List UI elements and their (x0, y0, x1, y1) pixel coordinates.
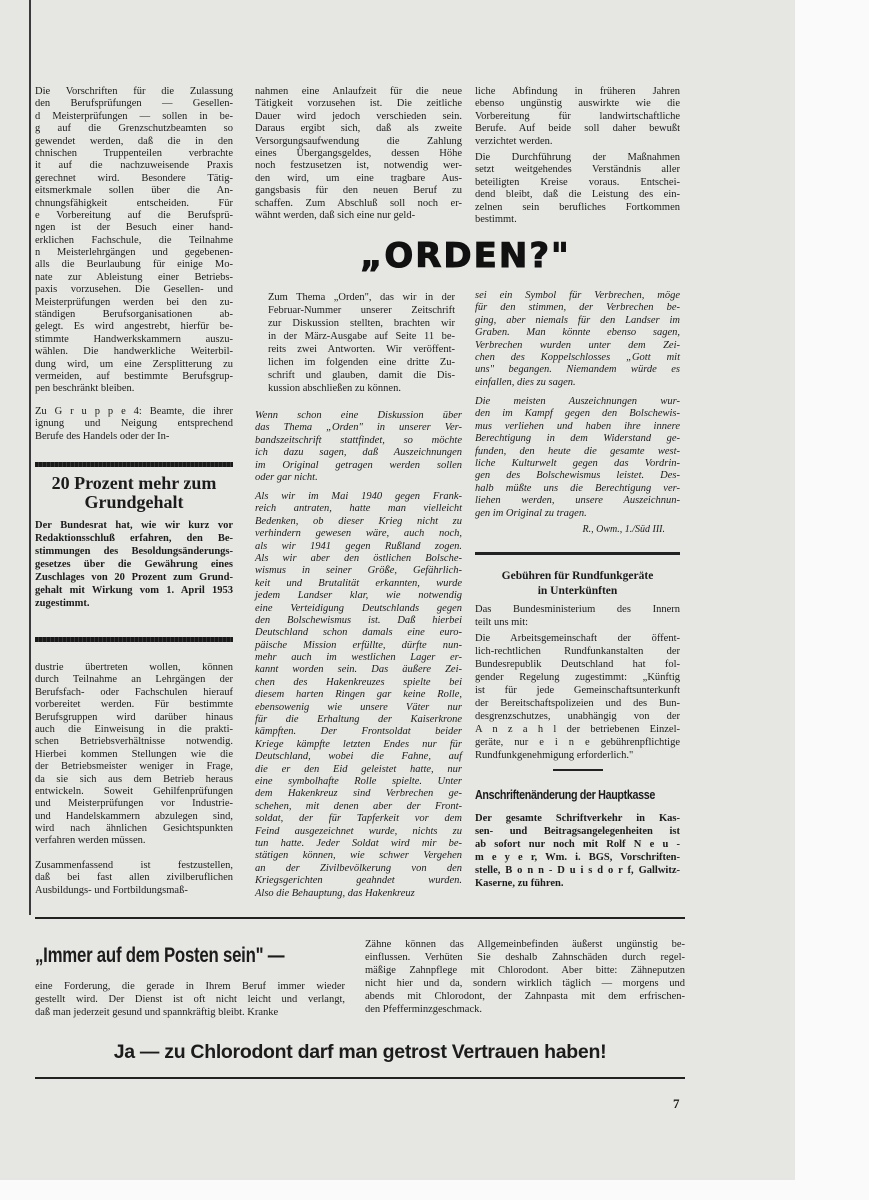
text-line: noch festzusetzen ist, notwendig wer- (255, 160, 462, 172)
text-line: den im Kampf gegen den Bolschewis- (475, 408, 680, 420)
text-line: Deutschland, wobei die Fahne, auf (255, 751, 462, 763)
text-line: nicht hier und da, sondern wirklich täglich — morgens und (365, 978, 685, 989)
text-line: ignung und Neigung entsprechend (35, 418, 233, 430)
text-line: e Vorbereitung auf die Berufsprü- (35, 209, 233, 221)
text-line: d Meisterprüfungen — sollen in be- (35, 110, 233, 122)
text-line: ngen ist der Besuch einer hand- (35, 222, 233, 234)
text-line: Graben. Man könnte ebenso sagen, (475, 327, 680, 339)
text-line: Berechtigung in dem Widerstand ge- (475, 433, 680, 445)
text-line: abends mit Chlorodont, der Zahnpasta mit dem erfrischen- (365, 991, 685, 1002)
text-line: soldat, der für Tapferkeit vor dem (255, 813, 462, 825)
text-line: Zum Thema „Orden", das wir in der (268, 292, 455, 303)
text-line: und Handelskammern abzulegen sind, (35, 810, 233, 822)
text-line: mehr auch im westlichen Lager er- (255, 652, 462, 664)
text-line: sen- und Beitragsangelegenheiten ist (475, 826, 680, 837)
orden-paragraph-2 (255, 491, 462, 900)
text-line: Berufe des Handels oder der In- (35, 430, 170, 442)
text-line: an der Zivilbevölkerung von den (255, 862, 462, 874)
text-line: chen des Koppelschlosses „Gott mit (475, 351, 680, 363)
text-line: gelegt. Es wird angestrebt, hierfür be- (35, 321, 233, 333)
text-line: ab sofort nur noch mit Rolf N e u - (475, 839, 680, 850)
text-line: gestellt wird. Der Dienst ist oft nicht leicht und verlangt, (35, 994, 345, 1005)
text-line: Bedenken, ob dieser Krieg nicht zu (255, 515, 462, 527)
section-divider (553, 769, 603, 771)
text-line: desgrenzschutzes, unabhängig von der (475, 711, 680, 722)
col2-paragraph-top (255, 86, 462, 222)
text-line: einfallen, dies zu sagen. (475, 376, 576, 388)
text-line: ebensowenig wie unsere Väter nur (255, 701, 462, 713)
ad-text-left (35, 980, 345, 1019)
notice-body (35, 519, 233, 610)
text-line: für die Erhaltung der Kaiserkrone (255, 714, 462, 726)
text-line: Rundfunkgenehmigung erforderlich." (475, 750, 634, 761)
text-line: kussion abschließen zu können. (268, 383, 401, 394)
col3-paragraph-abfindung (475, 86, 680, 148)
ad-top-rule (35, 917, 685, 919)
text-line: Verbrechen wurden unter dem Zei- (475, 339, 680, 351)
orden-paragraph-3 (475, 290, 680, 389)
text-line: Als wir im Mai 1940 gegen Frank- (255, 491, 462, 502)
text-line: diesem harten Ringen gar keine Rolle, (255, 689, 462, 701)
text-line: Meisterprüfungen werden bei den zu- (35, 296, 233, 308)
text-line: liehen werden, unsere Auszeichnun- (475, 495, 680, 507)
text-line: lichen im folgenden eine dritte Zu- (268, 357, 455, 368)
text-line: und Meisterprüfungen vor Industrie- (35, 798, 233, 810)
text-line: Also die Behauptung, das Hakenkreuz (255, 887, 415, 899)
ad-text-right (365, 938, 685, 1016)
orden-signature: R., Owm., 1./Süd III. (582, 524, 665, 535)
text-line: chen des Hakenkreuzes spielte bei (255, 676, 462, 688)
text-line: Bundesrepublik Deutschland hat fol- (475, 659, 680, 670)
text-line: Dauer wird jedoch verschieden sein. (255, 110, 462, 122)
text-line: schehen, mit denen aber der Front- (255, 800, 462, 812)
text-line: nate zur Ableistung einer Betriebs- (35, 271, 233, 283)
text-line: Das Bundesministerium des Innern (475, 604, 680, 615)
text-line: ging, aber niemals für den Landser im (475, 314, 680, 326)
text-line: Die meisten Auszeichnungen wur- (475, 396, 680, 407)
ad-heading: „Immer auf dem Posten sein" — (35, 944, 285, 967)
text-line: Der Bundesrat hat, wie wir kurz vor (35, 520, 233, 531)
text-line: Die Arbeitsgemeinschaft der öffent- (475, 633, 680, 644)
col3-paragraph-durchfuehrung (475, 152, 680, 226)
text-line: dem Hakenkreuz sind Verbrechen ge- (255, 788, 462, 800)
text-line: zur Diskussion stellten, brachten wir (268, 318, 455, 329)
text-line: Berufsgruppen wird darüber hinaus (35, 711, 233, 723)
text-line: pen beschränkt bleiben. (35, 383, 135, 395)
radio-heading (475, 569, 680, 599)
text-line: Zusammenfassend ist festzustellen, (35, 860, 233, 871)
text-line: wismus in seiner Größe, Gefährlich- (255, 565, 462, 577)
text-line: teilt uns mit: (475, 617, 529, 628)
text-line: mus verliehen und haben ihre innere (475, 420, 680, 432)
text-line: Redaktionsschluß erfahren, den Be- (35, 533, 233, 544)
text-line: chnischen Truppenteilen verbrachte (35, 147, 233, 159)
text-line: Wenn schon eine Diskussion über (255, 410, 462, 421)
text-line: paxis vorzusehen. Die Gesellen- und (35, 284, 233, 296)
text-line: päische Mission erfüllte, dürfte nun- (255, 639, 462, 651)
notice-top-rule (35, 462, 233, 467)
text-line: ebenso ungünstig auswirkte wie die (475, 98, 680, 110)
text-line: Berufsfach- oder Fachschulen hierauf (35, 686, 233, 698)
radio-paragraph-1 (475, 603, 680, 629)
text-line: im Original getragen werden sollen (255, 459, 462, 471)
text-line: reich antraten, hatte man vielleicht (255, 503, 462, 515)
orden-paragraph-4 (475, 396, 680, 520)
orden-paragraph-1 (255, 410, 462, 484)
text-line: gen im Original zu tragen. (475, 507, 587, 519)
text-line: tun hatte. Jeder Soldat wird mir be- (255, 837, 462, 849)
text-line: entwickeln. Soweit Gehilfenprüfungen (35, 785, 233, 797)
text-line: geräte, nur e i n e gebührenpflichtige (475, 737, 680, 748)
text-line: setzt weitgehendes Verständnis aller (475, 164, 680, 176)
text-line: nahmen eine Anlaufzeit für die neue (255, 86, 462, 97)
text-line: durch Teilnahme an Lehrgängen der (35, 674, 233, 686)
text-line: Die Vorschriften für die Zulassung (35, 86, 233, 97)
text-line: stimmte Handwerkskammern auszu- (35, 333, 233, 345)
text-line: kannt worden sein. Das äußere Zei- (255, 664, 462, 676)
text-line: g auf die Grenzschutzbeamten so (35, 123, 233, 135)
radio-top-rule (475, 552, 680, 555)
text-line: verhindern gewesen wäre, auch noch, (255, 528, 462, 540)
text-line: eitsmerkmale sollen über die An- (35, 185, 233, 197)
text-line: daß bei fast allen zivilberuflichen (35, 872, 233, 884)
notice-heading-line: 20 Prozent mehr zum (51, 473, 217, 493)
text-line: Versorgungsaufwendung die Zahlung (255, 135, 462, 147)
text-line: n Meisterlehrgängen und gegebenen- (35, 247, 233, 259)
text-line: oder gar nicht. (255, 471, 318, 483)
text-line: gerechnet wird. Besondere Tätig- (35, 172, 233, 184)
text-line: alls die Beurlaubung für einige Mo- (35, 259, 233, 271)
text-line: m e y e r, Wm. i. BGS, Vorschriften- (475, 852, 680, 863)
text-line: eine symbolhafte Rolle spielte. Unter (255, 775, 462, 787)
notice-heading (35, 474, 233, 512)
text-line: auch die Einweisung in die prakti- (35, 723, 233, 735)
text-line: Zu G r u p p e 4: Beamte, die ihrer (35, 406, 233, 417)
text-line: Kaserne, zu führen. (475, 878, 564, 889)
text-line: ist für jede Gemeinschaftsunterkunft (475, 685, 680, 696)
text-line: keit und Brutalität erkannten, wurde (255, 577, 462, 589)
text-line: ständigen Berufsorganisationen ab- (35, 309, 233, 321)
radio-heading-line: in Unterkünften (537, 585, 618, 597)
text-line: Berufe. Auf beide soll daher bewußt (475, 123, 680, 135)
text-line: wird nach ähnlichen Gesichtspunkten (35, 823, 233, 835)
text-line: Kriege kämpfte letzten Endes nur für (255, 738, 462, 750)
notice-heading-line: Grundgehalt (84, 492, 184, 512)
text-line: Zähne können das Allgemeinbefinden äußerst ungünstig be- (365, 939, 685, 950)
notice-bottom-rule (35, 637, 233, 642)
text-line: der Betriebsmeister weniger in Frage, (35, 761, 233, 773)
text-line: Die Durchführung der Maßnahmen (475, 152, 680, 163)
text-line: Kriegsgerichten geahndet wurden. (255, 875, 462, 887)
text-line: vorbereitet werden. Für bestimmte (35, 699, 233, 711)
text-line: vermeiden, auf bestimmte Berufsgrup- (35, 370, 233, 382)
text-line: den Bolschewismus ist. Daß hierbei (255, 614, 462, 626)
text-line: gender Regelung zugestimmt: „Künftig (475, 672, 680, 683)
orden-intro (268, 291, 455, 395)
col1-paragraph-gruppe4 (35, 406, 233, 443)
text-line: uns" begangen. Niemandem würde es (475, 364, 680, 376)
text-line: eine Verteidigung Deutschlands gegen (255, 602, 462, 614)
text-line: stelle, B o n n - D u i s d o r f, Gallwitz- (475, 865, 680, 876)
text-line: Ausbildungs- und Fortbildungsmaß- (35, 884, 188, 896)
text-line: den wird, um eine tragbare Aus- (255, 172, 462, 184)
text-line: lich-rechtlichen Rundfunkanstalten der (475, 646, 680, 657)
text-line: reits zwei Antworten. Wir veröffent- (268, 344, 455, 355)
text-line: liche Abfindung in früheren Jahren (475, 86, 680, 97)
page-number: 7 (673, 1096, 680, 1111)
radio-paragraph-2 (475, 632, 680, 762)
page-edge-line (29, 0, 31, 915)
text-line: Hierbei kommen Stellungen wie die (35, 748, 233, 760)
ad-slogan: Ja — zu Chlorodont darf man getrost Vertrauen haben! (113, 1041, 607, 1063)
text-line: die er den Eid geleistet hatte, nur (255, 763, 462, 775)
col1-paragraph-zusammenfassend (35, 860, 233, 897)
text-line: da sie sich aus dem Betrieb heraus (35, 773, 233, 785)
text-line: das Thema „Orden" in unserer Ver- (255, 422, 462, 434)
text-line: wähnt werden, daß sich eine nur geld- (255, 209, 416, 221)
text-line: kämpften. Der Frontsoldat beider (255, 726, 462, 738)
text-line: dustrie übertreten wollen, können (35, 662, 233, 673)
text-line: zelnen sein berufliches Fortkommen (475, 201, 680, 213)
text-line: dend bleibt, daß die Leistung des ein- (475, 189, 680, 201)
text-line: Tätigkeit vorzusehen ist. Die zeitliche (255, 98, 462, 110)
text-line: Daraus ergibt sich, daß als zweite (255, 123, 462, 135)
ad-bottom-rule (35, 1077, 685, 1079)
text-line: jedem Landser klar, wie notwendig (255, 590, 462, 602)
text-line: verfahren werden müssen. (35, 835, 146, 847)
text-line: Feind ausgezeichnet wurde, nichts zu (255, 825, 462, 837)
text-line: it auf die nachzuweisende Praxis (35, 160, 233, 172)
text-line: Als wir aber den östlichen Bolsche- (255, 552, 462, 564)
text-line: gesetzes über die Gewährung eines (35, 559, 233, 570)
text-line: gangsbasis für den neuen Beruf zu (255, 185, 462, 197)
text-line: halb müßte uns die Berechtigung ver- (475, 482, 680, 494)
text-line: einflussen. Verhüten Sie deshalb Zahnschäden durch regel- (365, 952, 685, 963)
text-line: chnungsfähigkeit entscheiden. Für (35, 197, 233, 209)
text-line: stätigen können, wie schwer Vergehen (255, 850, 462, 862)
text-line: verzichtet werden. (475, 135, 553, 147)
text-line: der Bereitschaftspolizeien und des Bun- (475, 698, 680, 709)
text-line: schen Betriebsverhältnisse notwendig. (35, 736, 233, 748)
text-line: stimmungen des Besoldungsänderungs- (35, 546, 233, 557)
text-line: dung wird, um eine Zersplitterung zu (35, 358, 233, 370)
text-line: den Pfefferminzgeschmack. (365, 1004, 483, 1015)
text-line: erklichen Fachschule, die Teilnahme (35, 234, 233, 246)
col1-paragraph-vorschriften (35, 86, 233, 396)
orden-title: „ORDEN?" (360, 236, 571, 276)
text-line: Zuschlages von 20 Prozent zum Grund- (35, 572, 233, 583)
text-line: gen des Bolschewismus leistet. Des- (475, 470, 680, 482)
text-line: bestimmt. (475, 213, 517, 225)
text-line: beteiligten Kreise voraus. Entschei- (475, 176, 680, 188)
text-line: Februar-Nummer unserer Zeitschrift (268, 305, 455, 316)
text-line: ich dazu sagen, daß Auszeichnungen (255, 447, 462, 459)
text-line: in der März-Ausgabe auf Seite 11 be- (268, 331, 455, 342)
text-line: A n z a h l der betriebenen Einzel- (475, 724, 680, 735)
text-line: Der gesamte Schriftverkehr in Kas- (475, 813, 680, 824)
text-line: funden, den heute die gesamte west- (475, 445, 680, 457)
text-line: schrift und glauben, damit die Dis- (268, 370, 455, 381)
text-line: als wir 1941 gegen Rußland zogen. (255, 540, 462, 552)
text-line: liche Kulturwelt gegen das Vordrin- (475, 457, 680, 469)
text-line: eines Übergangsgeldes, dessen Höhe (255, 147, 462, 159)
text-line: den Berufsprüfungen — Gesellen- (35, 98, 233, 110)
text-line: für den stimmen, der Verbrechen be- (475, 302, 680, 314)
col1-paragraph-industrie (35, 662, 233, 848)
text-line: eine Forderung, die gerade in Ihrem Beruf immer wieder (35, 981, 345, 992)
text-line: gehalt mit Wirkung vom 1. April 1953 (35, 585, 233, 596)
text-line: sei ein Symbol für Verbrechen, möge (475, 290, 680, 301)
text-line: bandszeitschrift stattfindet, so möchte (255, 434, 462, 446)
text-line: daß man jederzeit gesund und spannkräftig bleibt. Kranke (35, 1007, 279, 1018)
address-body (475, 812, 680, 890)
text-line: gewendet werden, daß die in den (35, 135, 233, 147)
text-line: Deutschland schon damals eine euro- (255, 627, 462, 639)
text-line: mäßige Zahnpflege mit Chlorodont. Aber bitte: Zähneputzen (365, 965, 685, 976)
address-heading: Anschriftenänderung der Hauptkasse (475, 788, 656, 802)
radio-heading-line: Gebühren für Rundfunkgeräte (501, 570, 654, 582)
text-line: Vorbereitung für landwirtschaftliche (475, 110, 680, 122)
text-line: zugestimmt. (35, 598, 90, 609)
text-line: schaffen. Zum Abschluß soll noch er- (255, 197, 462, 209)
text-line: wählen. Die handwerkliche Weiterbil- (35, 346, 233, 358)
